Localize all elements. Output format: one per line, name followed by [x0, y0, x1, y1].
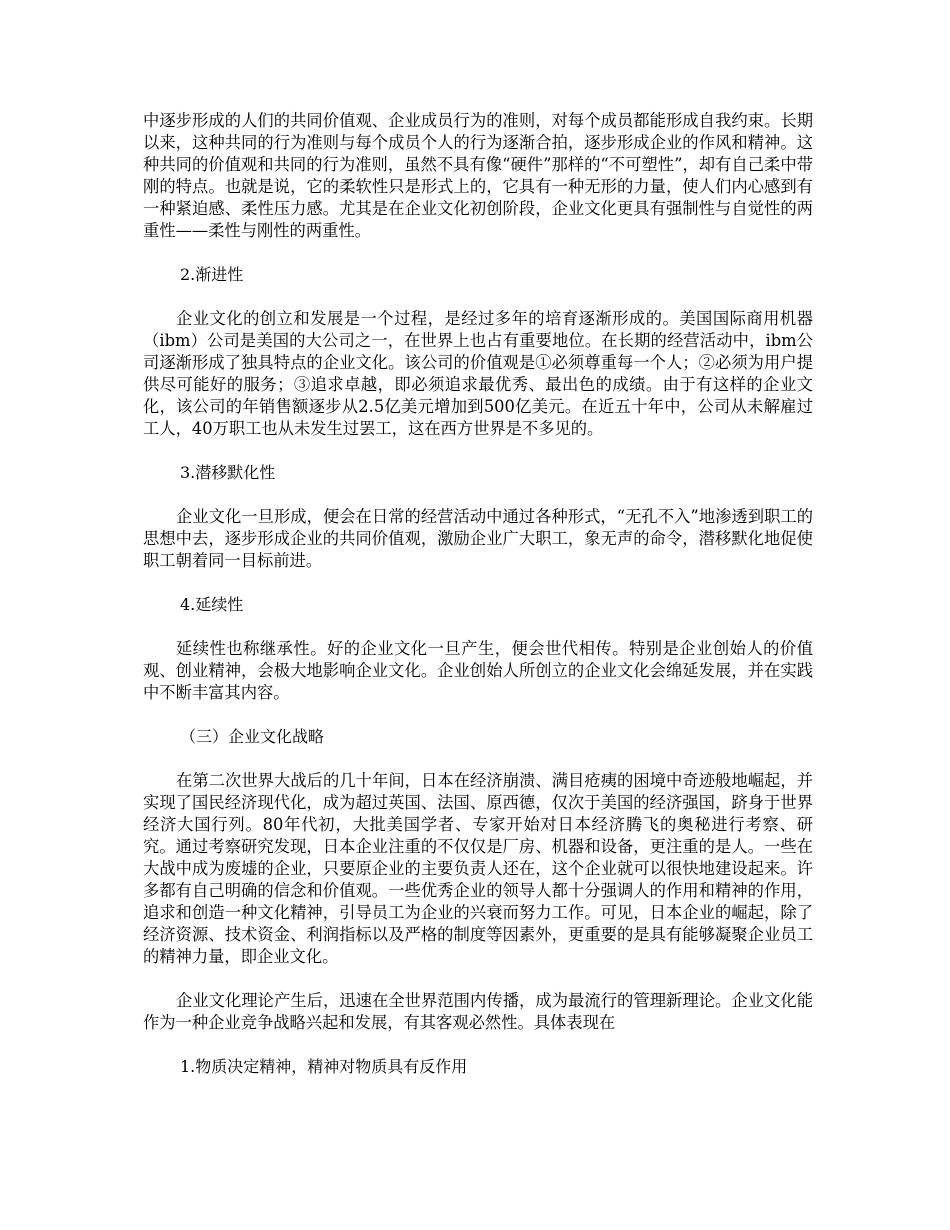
paragraph-ibm-culture: 企业文化的创立和发展是一个过程，是经过多年的培育逐渐形成的。美国国际商用机器（ibm）公司是美国的大公司之一，在世界上也占有重要地位。在长期的经营活动中，ibm公司逐渐形成了独具特点的企业文化。该公司的价值观是①必须尊重每一个人；②必须为用户提供尽可能好的服务；③追求卓越，即必须追求最优秀、最出色的成绩。由于有这样的企业文化，该公司的年销售额逐步从2.5亿美元增加到500亿美元。在近五十年中，公司从未解雇过工人，40万职工也从未发生过罢工，这在西方世界是不多见的。 [143, 309, 813, 438]
document-page [143, 110, 813, 1078]
paragraph-organizational-norms: 中逐步形成的人们的共同价值观、企业成员行为的准则，对每个成员都能形成自我约束。长期以来，这种共同的行为准则与每个成员个人的行为逐渐合拍，逐步形成企业的作风和精神。这种共同的价值观和共同的行为准则，虽然不具有像“硬件”那样的“不可塑性”，却有自己柔中带刚的特点。也就是说，它的柔软性只是形式上的，它具有一种无形的力量，使人们内心感到有一种紧迫感、柔性压力感。尤其是在企业文化初创阶段，企业文化更具有强制性与自觉性的两重性——柔性与刚性的两重性。 [143, 111, 813, 240]
heading-subtle-influence: 3.潜移默化性 [180, 463, 276, 482]
paragraph-theory-spread: 企业文化理论产生后，迅速在全世界范围内传播，成为最流行的管理新理论。企业文化能作为一种企业竞争战略兴起和发展，有其客观必然性。具体表现在 [143, 991, 813, 1032]
paragraph-continuity: 延续性也称继承性。好的企业文化一旦产生，便会世代相传。特别是企业创始人的价值观、创业精神，会极大地影响企业文化。企业创始人所创立的企业文化会绵延发展，并在实践中不断丰富其内容。 [143, 639, 813, 702]
paragraph-japan-rise: 在第二次世界大战后的几十年间，日本在经济崩溃、满目疮痍的困境中奇迹般地崛起，并实现了国民经济现代化，成为超过英国、法国、原西德，仅次于美国的经济强国，跻身于世界经济大国行列。80年代初，大批美国学者、专家开始对日本经济腾飞的奥秘进行考察、研究。通过考察研究发现，日本企业注重的不仅仅是厂房、机器和设备，更注重的是人。一些在大战中成为废墟的企业，只要原企业的主要负责人还在，这个企业就可以很快地建设起来。许多都有自己明确的信念和价值观。一些优秀企业的领导人都十分强调人的作用和精神的作用，追求和创造一种文化精神，引导员工为企业的兴衰而努力工作。可见，日本企业的崛起，除了经济资源、技术资金、利润指标以及严格的制度等因素外，更重要的是具有能够凝聚企业员工的精神力量，即企业文化。 [143, 771, 813, 966]
heading-culture-strategy: （三）企业文化战略 [180, 727, 325, 746]
heading-gradualness: 2.渐进性 [180, 265, 244, 284]
heading-continuity: 4.延续性 [180, 595, 244, 614]
heading-matter-spirit: 1.物质决定精神，精神对物质具有反作用 [180, 1057, 468, 1076]
paragraph-subtle-influence: 企业文化一旦形成，便会在日常的经营活动中通过各种形式，“无孔不入”地渗透到职工的思想中去，逐步形成企业的共同价值观，激励企业广大职工，象无声的命令，潜移默化地促使职工朝着同一目标前进。 [143, 507, 813, 570]
